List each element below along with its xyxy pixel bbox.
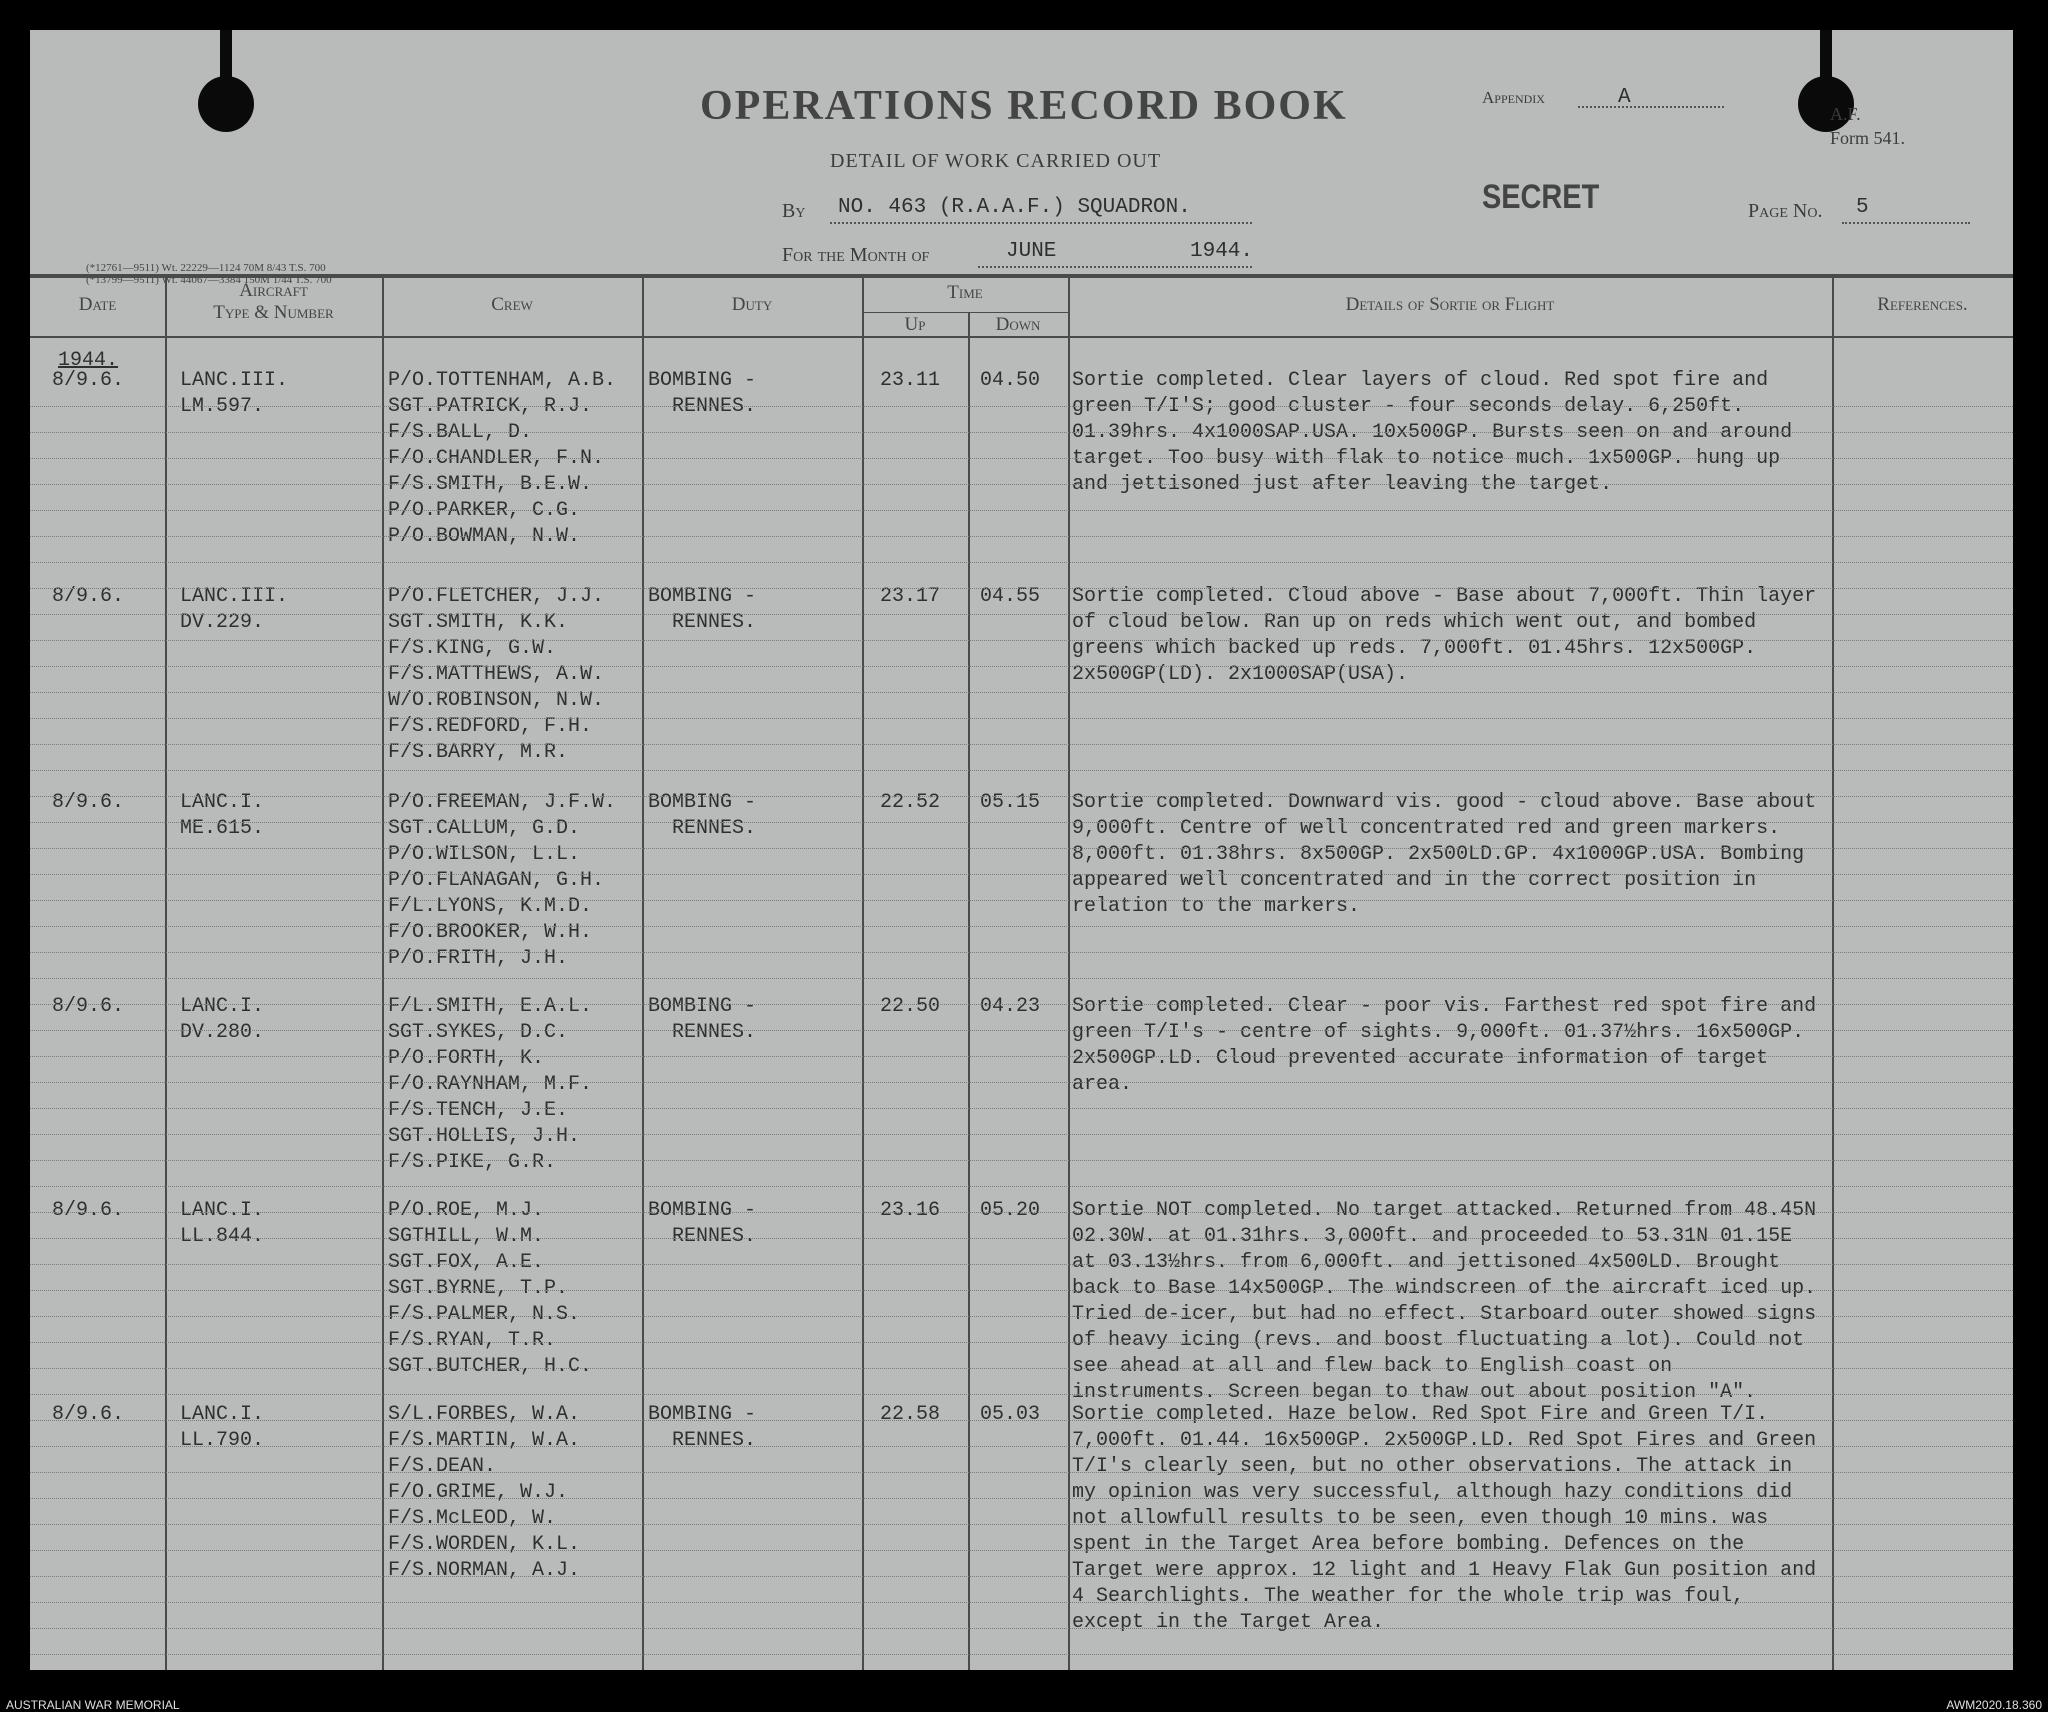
entry-time-up: 22.52	[880, 791, 941, 814]
entry-details: Sortie completed. Cloud above - Base about 7,000ft. Thin layer of cloud below. Ran up on reds which went out, and bombed greens which backed up reds. 7,000ft. 01.45hrs. 12x500GP. 2x500GP(LD). 2x1000SAP(USA).	[1072, 585, 1817, 686]
form-ref-line2: Form 541.	[1830, 128, 1906, 148]
ruled-line	[30, 1134, 2013, 1135]
entry-crew: P/O.TOTTENHAM, A.B. SGT.PATRICK, R.J. F/S.BALL, D. F/O.CHANDLER, F.N. F/S.SMITH, B.E.W. P/O.PARKER, C.G. P/O.BOWMAN, N.W.	[388, 369, 617, 548]
entry-aircraft: LANC.I. ME.615.	[180, 791, 265, 840]
ruled-line	[30, 484, 2013, 485]
ruled-line	[30, 640, 2013, 641]
col-crew: Crew	[491, 294, 533, 315]
ruled-line	[30, 1160, 2013, 1161]
col-up: Up	[904, 314, 926, 335]
entry-time-down: 04.55	[980, 585, 1041, 608]
entry-date: 8/9.6.	[52, 369, 125, 392]
col-duty: Duty	[731, 294, 773, 315]
entry-duty: BOMBING - RENNES.	[648, 1403, 757, 1452]
entry-time-up: 23.16	[880, 1199, 941, 1222]
col-date: Date	[78, 294, 117, 315]
entry-time-up: 23.17	[880, 585, 941, 608]
ruled-line	[30, 692, 2013, 693]
ruled-line	[30, 1498, 2013, 1499]
entry-date: 8/9.6.	[52, 1199, 125, 1222]
ruled-line	[30, 1316, 2013, 1317]
ruled-line	[30, 1420, 2013, 1421]
entry-duty: BOMBING - RENNES.	[648, 585, 757, 634]
entry-aircraft: LANC.III. DV.229.	[180, 585, 289, 634]
ruled-line	[30, 1056, 2013, 1057]
ruled-line	[30, 1186, 2013, 1187]
ruled-line	[30, 822, 2013, 823]
binder-hole-left	[198, 76, 254, 132]
entry-aircraft: LANC.I. LL.844.	[180, 1199, 265, 1248]
ruled-line	[30, 1238, 2013, 1239]
entry-time-up: 22.58	[880, 1403, 941, 1426]
appendix-value: A	[1618, 86, 1631, 109]
ruled-line	[30, 1082, 2013, 1083]
ruled-line	[30, 1446, 2013, 1447]
entry-time-up: 23.11	[880, 369, 941, 392]
col-down: Down	[995, 314, 1041, 335]
ruled-line	[30, 406, 2013, 407]
entry-time-down: 05.03	[980, 1403, 1041, 1426]
ruled-line	[30, 1602, 2013, 1603]
ruled-line	[30, 1264, 2013, 1265]
entry-aircraft: LANC.I. LL.790.	[180, 1403, 265, 1452]
entry-details: Sortie completed. Clear - poor vis. Farthest red spot fire and green T/I's - centre of sights. 9,000ft. 01.37½hrs. 16x500GP. 2x500GP.LD. Cloud prevented accurate information of target area.	[1072, 995, 1817, 1096]
ruled-line	[30, 536, 2013, 537]
ruled-line	[30, 978, 2013, 979]
entry-crew: P/O.FREEMAN, J.F.W. SGT.CALLUM, G.D. P/O.WILSON, L.L. P/O.FLANAGAN, G.H. F/L.LYONS, K.M.D. F/O.BROOKER, W.H. P/O.FRITH, J.H.	[388, 791, 617, 970]
form-ref-line1: A.F.	[1830, 104, 1861, 124]
secret-stamp: SECRET	[1482, 178, 1600, 216]
ruled-line	[30, 1576, 2013, 1577]
entry-duty: BOMBING - RENNES.	[648, 995, 757, 1044]
ruled-line	[30, 1108, 2013, 1109]
ruled-line	[30, 1212, 2013, 1213]
squadron-name: NO. 463 (R.A.A.F.) SQUADRON.	[838, 196, 1191, 219]
ruled-line	[30, 458, 2013, 459]
ruled-line	[30, 1368, 2013, 1369]
page-number-label: Page No.	[1748, 200, 1823, 222]
entry-crew: P/O.FLETCHER, J.J. SGT.SMITH, K.K. F/S.KING, G.W. F/S.MATTHEWS, A.W. W/O.ROBINSON, N.W. F/S.REDFORD, F.H. F/S.BARRY, M.R.	[388, 585, 605, 764]
page-title: OPERATIONS RECORD BOOK	[700, 83, 1348, 129]
col-details: Details of Sortie or Flight	[1345, 294, 1555, 315]
ruled-line	[30, 1524, 2013, 1525]
ruled-line	[30, 900, 2013, 901]
ruled-line	[30, 874, 2013, 875]
ruled-line	[30, 588, 2013, 589]
entry-time-down: 04.23	[980, 995, 1041, 1018]
footer-credit: AUSTRALIAN WAR MEMORIAL	[6, 1698, 180, 1712]
entry-date: 8/9.6.	[52, 995, 125, 1018]
entry-time-down: 05.15	[980, 791, 1041, 814]
record-sheet	[30, 30, 2013, 1670]
ruled-line	[30, 1394, 2013, 1395]
ruled-line	[30, 926, 2013, 927]
operations-table	[30, 274, 2013, 1670]
month-value: JUNE	[1006, 240, 1057, 263]
entry-time-down: 04.50	[980, 369, 1041, 392]
col-aircraft	[165, 280, 382, 324]
entry-details: Sortie completed. Downward vis. good - cloud above. Base about 9,000ft. Centre of well concentrated red and green markers. 8,000ft. 01.38hrs. 8x500GP. 2x500LD.GP. 4x1000GP.USA. Bombing appeared well concentrated and in the correct position in relation to the markers.	[1072, 791, 1817, 918]
form-reference	[1830, 102, 1905, 150]
ruled-line	[30, 1550, 2013, 1551]
ruled-line	[30, 614, 2013, 615]
page-subtitle: DETAIL OF WORK CARRIED OUT	[830, 150, 1162, 172]
entry-date: 8/9.6.	[52, 1403, 125, 1426]
ruled-line	[30, 744, 2013, 745]
ruled-line	[30, 1628, 2013, 1629]
entry-aircraft: LANC.I. DV.280.	[180, 995, 265, 1044]
ruled-line	[30, 562, 2013, 563]
col-time: Time	[947, 282, 983, 303]
entry-date: 8/9.6.	[52, 585, 125, 608]
ruled-line	[30, 432, 2013, 433]
ruled-line	[30, 1004, 2013, 1005]
entry-aircraft: LANC.III. LM.597.	[180, 369, 289, 418]
appendix-label: Appendix	[1482, 88, 1545, 107]
entry-duty: BOMBING - RENNES.	[648, 1199, 757, 1248]
month-label: For the Month of	[782, 244, 930, 266]
entry-crew: P/O.ROE, M.J. SGTHILL, W.M. SGT.FOX, A.E. SGT.BYRNE, T.P. F/S.PALMER, N.S. F/S.RYAN, T.R. SGT.BUTCHER, H.C.	[388, 1199, 593, 1378]
entry-duty: BOMBING - RENNES.	[648, 791, 757, 840]
ruled-line	[30, 718, 2013, 719]
entry-time-up: 22.50	[880, 995, 941, 1018]
footer-reference: AWM2020.18.360	[1946, 1698, 2042, 1712]
print-code-line1: (*12761—9511) Wt. 22229—1124 70M 8/43 T.S. 700	[86, 262, 326, 274]
entry-details: Sortie completed. Clear layers of cloud. Red spot fire and green T/I'S; good cluster - four seconds delay. 6,250ft. 01.39hrs. 4x1000SAP.USA. 10x500GP. Bursts seen on and around target. Too busy with flak to notice much. 1x500GP. hung up and jettisoned just after leaving the target.	[1072, 369, 1793, 496]
print-code-line2: (*13799—9511) Wt. 44067—3384 150M 1/44 T.S. 700	[86, 274, 332, 286]
entry-crew: S/L.FORBES, W.A. F/S.MARTIN, W.A. F/S.DEAN. F/O.GRIME, W.J. F/S.McLEOD, W. F/S.WORDEN, K.L. F/S.NORMAN, A.J.	[388, 1403, 581, 1582]
col-aircraft-line1: Aircraft	[239, 280, 308, 301]
ruled-line	[30, 848, 2013, 849]
col-references: References.	[1877, 294, 1968, 315]
entry-time-down: 05.20	[980, 1199, 1041, 1222]
year-mark: 1944.	[58, 349, 119, 372]
ruled-line	[30, 796, 2013, 797]
ruled-line	[30, 1342, 2013, 1343]
ruled-line	[30, 666, 2013, 667]
ruled-line	[30, 770, 2013, 771]
entry-crew: F/L.SMITH, E.A.L. SGT.SYKES, D.C. P/O.FORTH, K. F/O.RAYNHAM, M.F. F/S.TENCH, J.E. SGT.HOLLIS, J.H. F/S.PIKE, G.R.	[388, 995, 593, 1174]
entry-date: 8/9.6.	[52, 791, 125, 814]
page-number: 5	[1856, 196, 1869, 219]
entry-duty: BOMBING - RENNES.	[648, 369, 757, 418]
by-label: By	[782, 200, 806, 222]
ruled-line	[30, 1290, 2013, 1291]
entry-details: Sortie NOT completed. No target attacked. Returned from 48.45N 02.30W. at 01.31hrs. 3,000ft. and proceeded to 53.31N 01.15E at 03.13½hrs. from 6,000ft. and jettisoned 4x500LD. Brought back to Base 14x500GP. The windscreen of the aircraft iced up. Tried de-icer, but had no effect. Starboard outer showed signs of heavy icing (revs. and boost fluctuating a lot). Could not see ahead at all and flew back to English coast on instruments. Screen began to thaw out about position "A".	[1072, 1199, 1817, 1404]
entry-details: Sortie completed. Haze below. Red Spot Fire and Green T/I. 7,000ft. 01.44. 16x500GP. 2x500GP.LD. Red Spot Fires and Green T/I's clearly seen, but no other observations. The attack in my opinion was very successful, although hazy conditions did not allowfull results to be seen, even though 10 mins. was spent in the Target Area before bombing. Defences on the Target were approx. 12 light and 1 Heavy Flak Gun position and 4 Searchlights. The weather for the whole trip was foul, except in the Target Area.	[1072, 1403, 1817, 1634]
year-value: 1944.	[1190, 240, 1254, 263]
col-aircraft-line2: Type & Number	[213, 302, 334, 323]
ruled-line	[30, 510, 2013, 511]
ruled-line	[30, 1030, 2013, 1031]
ruled-line	[30, 1654, 2013, 1655]
ruled-line	[30, 952, 2013, 953]
ruled-line	[30, 1472, 2013, 1473]
